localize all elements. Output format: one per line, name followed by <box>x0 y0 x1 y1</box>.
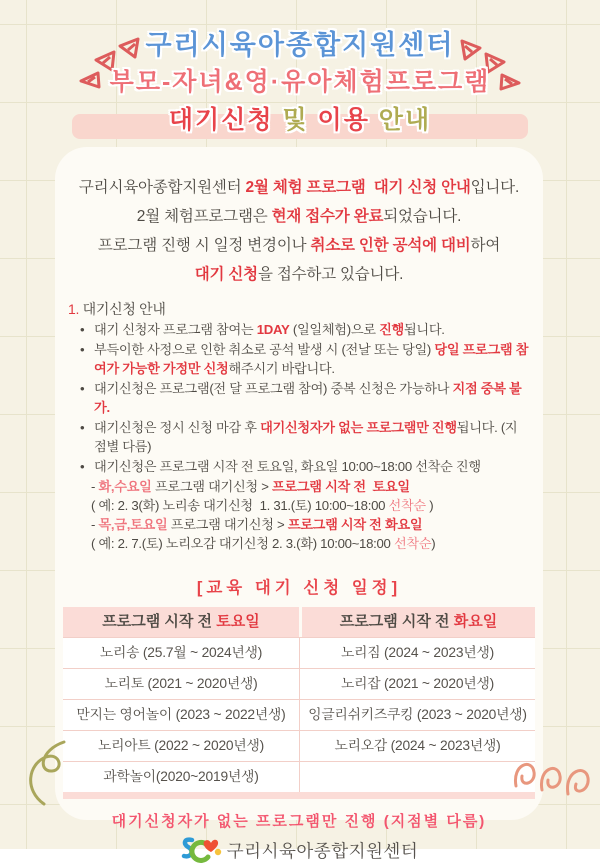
program-name-title: 부모-자녀&영·유아체험프로그램 <box>109 68 491 96</box>
intro-line: 구리시육아종합지원센터 2월 체험 프로그램 대기 신청 안내입니다. <box>78 179 520 196</box>
table-cell: 만지는 영어놀이 (2023 ~ 2022년생) <box>76 707 286 722</box>
table-cell: 노리아트 (2022 ~ 2020년생) <box>97 738 265 753</box>
bullet-dot-icon: • <box>80 420 85 435</box>
table-row <box>63 699 535 730</box>
guide-subline-example: ( 예: 2. 3(화) 노리송 대기신청 1. 31.(토) 10:00~18:00 선착순 ) <box>91 498 434 513</box>
table-cell <box>299 762 535 792</box>
bullet-dot-icon: • <box>80 342 85 357</box>
table-row <box>63 761 535 792</box>
org-row <box>55 835 543 865</box>
schedule-section <box>55 577 543 799</box>
waitlist-guide-section <box>68 299 543 553</box>
guide-subline: - 화,수요일 프로그램 대기신청 > 프로그램 시작 전 토요일 <box>91 479 410 494</box>
guide-heading-number: 1. <box>68 301 80 317</box>
schedule-table <box>63 607 535 799</box>
guide-heading-label: 대기신청 안내 <box>82 301 166 317</box>
bullet-text: 대기 신청자 프로그램 참여는 1DAY (일일체험)으로 진행됩니다. <box>94 322 445 337</box>
poster-subtitle: 대기신청 및 이용 안내 <box>168 106 432 134</box>
squiggle-left-icon <box>4 738 86 810</box>
table-cell: 노리토 (2021 ~ 2020년생) <box>104 676 258 691</box>
header-saturday-column: 프로그램 시작 전 토요일 <box>102 613 260 630</box>
table-cell: 잉글리쉬키즈쿠킹 (2023 ~ 2020년생) <box>299 700 535 730</box>
bullet-text: 부득이한 사정으로 인한 취소로 공석 발생 시 (전날 또는 당일) 당일 프로그램 참여가 가능한 가정만 신청해주시기 바랍니다. <box>94 342 529 376</box>
table-cell: 과학놀이(2020~2019년생) <box>103 769 259 784</box>
table-cell: 노리송 (25.7월 ~ 2024년생) <box>99 645 263 660</box>
guide-bullet <box>80 418 543 456</box>
guide-bullet <box>80 320 543 339</box>
intro-line: 프로그램 진행 시 일정 변경이나 취소로 인한 공석에 대비하여 <box>97 237 501 254</box>
header-tuesday-column: 프로그램 시작 전 화요일 <box>299 607 535 637</box>
footer-notice: 대기신청자가 없는 프로그램만 진행 (지점별 다름) <box>111 813 487 830</box>
intro-paragraph <box>55 173 543 289</box>
subtitle-wrap <box>0 105 600 139</box>
bullet-text: 대기신청은 프로그램 시작 전 토요일, 화요일 10:00~18:00 선착순 진행 <box>94 459 481 474</box>
table-cell: 노리짐 (2024 ~ 2023년생) <box>299 638 535 668</box>
intro-line: 2월 체험프로그램은 현재 접수가 완료되었습니다. <box>136 208 462 225</box>
table-row <box>63 730 535 761</box>
table-cell: 노리잡 (2021 ~ 2020년생) <box>299 669 535 699</box>
table-cell: 노리오감 (2024 ~ 2023년생) <box>299 731 535 761</box>
poster-footer <box>55 812 543 865</box>
org-name: 구리시육아종합지원센터 <box>226 840 419 861</box>
center-logo-icon <box>180 835 222 865</box>
guide-subline-example: ( 예: 2. 7.(토) 노리오감 대기신청 2. 3.(화) 10:00~18:00 선착순) <box>91 536 436 551</box>
bullet-dot-icon: • <box>80 322 85 337</box>
guide-bullet <box>80 340 543 378</box>
center-name-title: 구리시육아종합지원센터 <box>145 30 455 60</box>
poster-headline <box>0 30 600 139</box>
bullet-dot-icon: • <box>80 459 85 474</box>
guide-heading <box>68 299 543 319</box>
squiggle-right-icon <box>512 742 596 808</box>
bullet-dot-icon: • <box>80 381 85 396</box>
guide-subline: - 목,금,토요일 프로그램 대기신청 > 프로그램 시작 전 화요일 <box>91 517 423 532</box>
table-row <box>63 668 535 699</box>
intro-line: 대기 신청을 접수하고 있습니다. <box>194 266 404 283</box>
content-card <box>55 147 543 861</box>
bullet-text: 대기신청은 프로그램(전 달 프로그램 참여) 중복 신청은 가능하나 지점 중복 불가. <box>94 381 522 415</box>
guide-bullet <box>80 379 543 417</box>
schedule-title: [교육 대기 신청 일정] <box>196 579 402 597</box>
schedule-table-header <box>63 607 535 637</box>
table-row <box>63 637 535 668</box>
bullet-text: 대기신청은 정시 신청 마감 후 대기신청자가 없는 프로그램만 진행됩니다. (지점별 다름) <box>94 420 518 454</box>
guide-bullet <box>80 457 543 476</box>
